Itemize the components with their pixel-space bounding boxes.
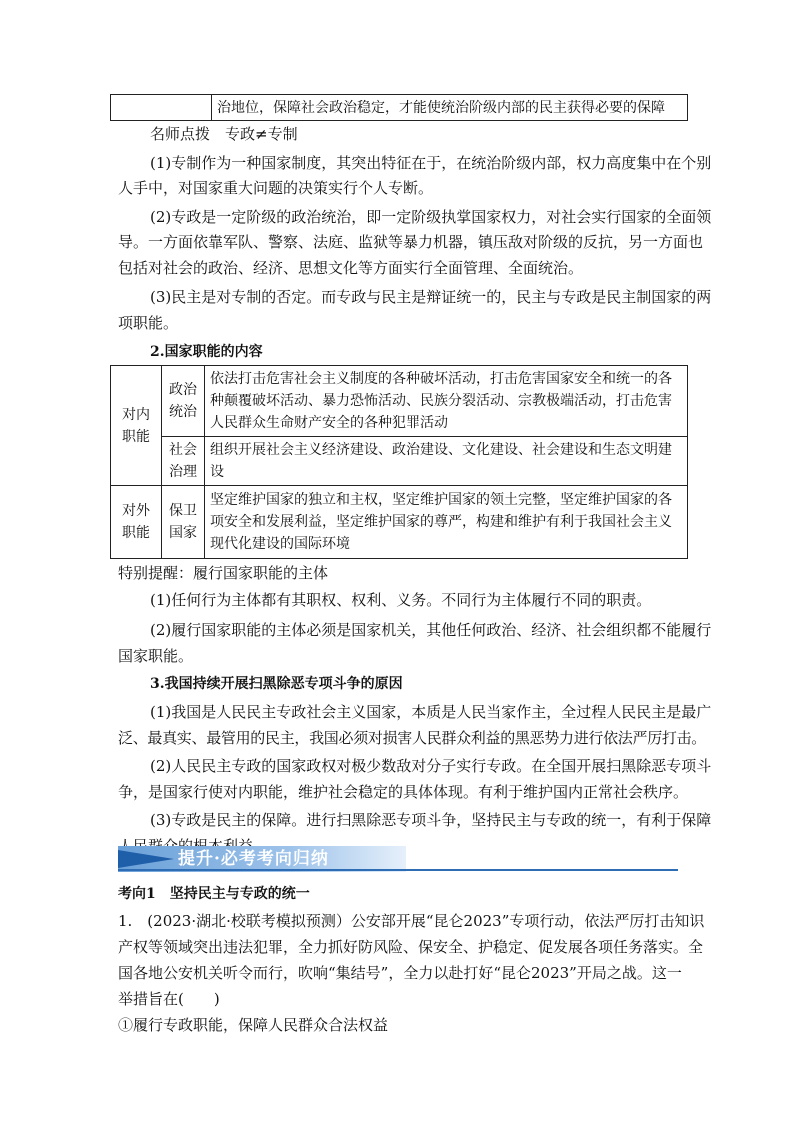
section3-p3-line1: (3)专政是民主的保障。进行扫黑除恶专项斗争，坚持民主与专政的统一，有利于保障 <box>150 811 712 829</box>
social-governance-cell <box>162 437 205 486</box>
defend-country-text <box>205 486 688 559</box>
internal-label-2: 职能 <box>122 428 150 445</box>
question1-line1: 1. (2023·湖北·校联考模拟预测）公安部开展“昆仑2023”专项行动，依法严厉打击知识 <box>118 912 705 930</box>
question1-line3: 国各地公安机关听令而行，吹响“集结号”，全力以赴打好“昆仑2023”开局之战。这一 <box>118 964 682 982</box>
tip1-p1-line2: 人手中，对国家重大问题的决策实行个人专断。 <box>118 179 434 197</box>
internal-label-1: 对内 <box>122 406 150 423</box>
question1-line2: 产权等领域突出违法犯罪，全力抓好防风险、保安全、护稳定、促发展各项任务落实。全 <box>118 938 704 956</box>
section3-p2-line2: 争，是国家行使对内职能，维护社会稳定的具体体现。有利于维护国内正常社会秩序。 <box>118 783 689 801</box>
political-text-line: 种颠覆破坏活动、暴力恐怖活动、民族分裂活动、宗教极端活动，打击危害 <box>210 393 672 409</box>
tip2-title: 特别提醒：履行国家职能的主体 <box>118 564 329 582</box>
defend-label-2: 国家 <box>169 525 197 541</box>
internal-functions-cell <box>111 366 162 486</box>
tip1-p3-line2: 项职能。 <box>118 314 179 332</box>
section2-heading: 2.国家职能的内容 <box>150 344 263 360</box>
social-label-1: 社会 <box>169 442 197 458</box>
tip2-p2-line1: (2)履行国家职能的主体必须是国家机关，其他任何政治、经济、社会组织都不能履行 <box>150 621 712 639</box>
tip1-p3-line1: (3)民主是对专制的否定。而专政与民主是辩证统一的，民主与专政是民主制国家的两 <box>150 288 712 306</box>
question1-option1: ①履行专政职能，保障人民群众合法权益 <box>118 1016 389 1034</box>
tip1-p2-line1: (2)专政是一定阶级的政治统治，即一定阶级执掌国家权力，对社会实行国家的全面领 <box>150 208 712 226</box>
banner-arrow-icon <box>118 850 174 868</box>
defend-text-line: 现代化建设的国际环境 <box>210 536 350 552</box>
question1-line4: 举措旨在( ) <box>118 990 220 1008</box>
political-rule-cell <box>162 366 205 437</box>
functions-table <box>110 365 688 559</box>
section3-p1-line2: 泛、最真实、最管用的民主，我国必须对损害人民群众利益的黑恶势力进行依法严厉打击。 <box>118 729 707 747</box>
tip1-title: 名师点拨 专政≠专制 <box>150 125 298 143</box>
defend-text-line: 坚定维护国家的独立和主权，坚定维护国家的领土完整，坚定维护国家的各 <box>210 492 672 508</box>
social-text-line: 组织开展社会主义经济建设、政治建设、文化建设、社会建设和生态文明建 <box>210 442 672 458</box>
tip1-p2-line3: 包括对社会的政治、经济、思想文化等方面实行全面管理、全面统治。 <box>118 259 584 277</box>
section3-heading: 3.我国持续开展扫黑除恶专项斗争的原因 <box>150 676 403 692</box>
tip1-p2-line2: 导。一方面依靠军队、警察、法庭、监狱等暴力机器，镇压敌对阶级的反抗，另一方面也 <box>118 233 704 251</box>
social-label-2: 治理 <box>169 464 197 480</box>
defend-country-cell <box>162 486 205 559</box>
banner-title: 提升·必考考向归纳 <box>178 849 329 869</box>
tip2-p2-line2: 国家职能。 <box>118 647 194 665</box>
external-label-1: 对外 <box>122 503 150 519</box>
political-text-line: 人民群众生命财产安全的各种犯罪活动 <box>210 415 448 431</box>
tip2-p1-line1: (1)任何行为主体都有其职权、权利、义务。不同行为主体履行不同的职责。 <box>150 591 652 609</box>
political-label-2: 统治 <box>169 404 197 420</box>
political-rule-text <box>205 366 688 437</box>
tip1-p1-line1: (1)专制作为一种国家制度，其突出特征在于，在统治阶级内部，权力高度集中在个别 <box>150 154 712 172</box>
external-label-2: 职能 <box>122 525 150 541</box>
top-table-right-cell: 治地位，保障社会政治稳定，才能使统治阶级内部的民主获得必要的保障 <box>212 95 688 121</box>
defend-label-1: 保卫 <box>169 503 197 519</box>
social-text-line: 设 <box>210 464 224 480</box>
top-table-left-cell <box>111 95 212 121</box>
political-text-line: 依法打击危害社会主义制度的各种破坏活动，打击危害国家安全和统一的各 <box>210 371 672 387</box>
political-label-1: 政治 <box>169 382 197 398</box>
social-governance-text <box>205 437 688 486</box>
external-functions-cell <box>111 486 162 559</box>
top-table <box>110 94 688 121</box>
defend-text-line: 项安全和发展利益，坚定维护国家的尊严，构建和维护有利于我国社会主义 <box>210 514 672 530</box>
section3-p2-line1: (2)人民民主专政的国家政权对极少数敌对分子实行专政。在全国开展扫黑除恶专项斗 <box>150 757 712 775</box>
section3-p1-line1: (1)我国是人民民主专政社会主义国家，本质是人民当家作主，全过程人民民主是最广 <box>150 703 712 721</box>
kaoxiang-heading: 考向1 坚持民主与专政的统一 <box>118 886 310 902</box>
